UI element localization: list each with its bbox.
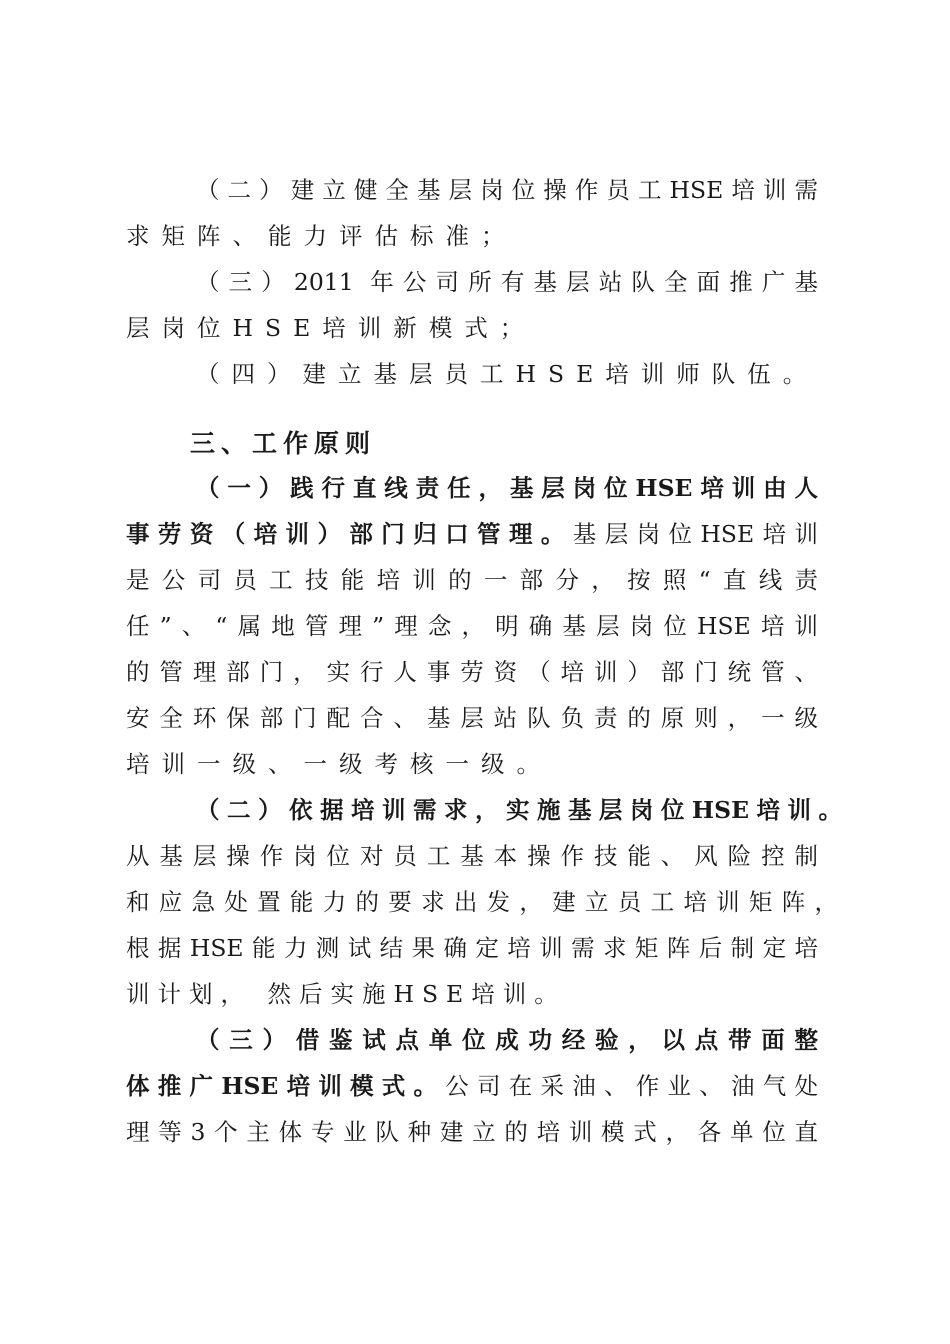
principle-2-body-line: 和应急处置能力的要求出发，建立员工培训矩阵， bbox=[126, 888, 838, 916]
principle-1-title-line-2: 事劳资（培训）部门归口管理。 bbox=[126, 520, 573, 548]
principle-3-title-line-1: （三）借鉴试点单位成功经验，以点带面整 bbox=[196, 1026, 818, 1054]
objective-4-line-1: （四）建立基层员工HSE培训师队伍。 bbox=[196, 360, 819, 388]
principle-1-body-line: 任”、“属地管理”理念，明确基层岗位HSE培训 bbox=[126, 612, 818, 640]
principle-2-body-line: 训计划， 然后实施HSE培训。 bbox=[126, 980, 566, 1008]
principle-1-body-start: 基层岗位HSE培训 bbox=[572, 520, 819, 548]
objective-2-line-1: （二）建立健全基层岗位操作员工HSE培训需 bbox=[196, 176, 818, 204]
objective-2-line-2: 求矩阵、能力评估标准； bbox=[126, 222, 517, 250]
principle-1-line-2 bbox=[126, 516, 818, 552]
principle-3-title-line-2: 体推广HSE培训模式。 bbox=[126, 1072, 446, 1100]
principle-3-line-2 bbox=[126, 1068, 818, 1104]
section-heading: 三、工作原则 bbox=[190, 429, 377, 458]
principle-1-body-line: 的管理部门，实行人事劳资（培训）部门统管、 bbox=[126, 658, 818, 686]
principle-1-body-line: 安全环保部门配合、基层站队负责的原则，一级 bbox=[126, 704, 818, 732]
principle-2-body-line: 根据HSE能力测试结果确定培训需求矩阵后制定培 bbox=[126, 934, 818, 962]
principle-1-body-line: 培训一级、一级考核一级。 bbox=[126, 750, 552, 778]
objective-3-line-1: （三）2011 年公司所有基层站队全面推广基 bbox=[196, 268, 818, 296]
principle-2-title: （二）依据培训需求，实施基层岗位HSE培训。 bbox=[196, 796, 842, 824]
principle-3-body-start: 公司在采油、作业、油气处 bbox=[445, 1072, 818, 1100]
objective-3-line-2: 层岗位HSE培训新模式； bbox=[126, 314, 536, 342]
principle-2-body-line: 从基层操作岗位对员工基本操作技能、风险控制 bbox=[126, 842, 818, 870]
principle-3-body-line: 理等3个主体专业队种建立的培训模式，各单位直 bbox=[126, 1118, 818, 1146]
principle-1-title-line-1: （一）践行直线责任，基层岗位HSE培训由人 bbox=[196, 474, 818, 502]
principle-1-body-line: 是公司员工技能培训的一部分，按照“直线责 bbox=[126, 566, 818, 594]
